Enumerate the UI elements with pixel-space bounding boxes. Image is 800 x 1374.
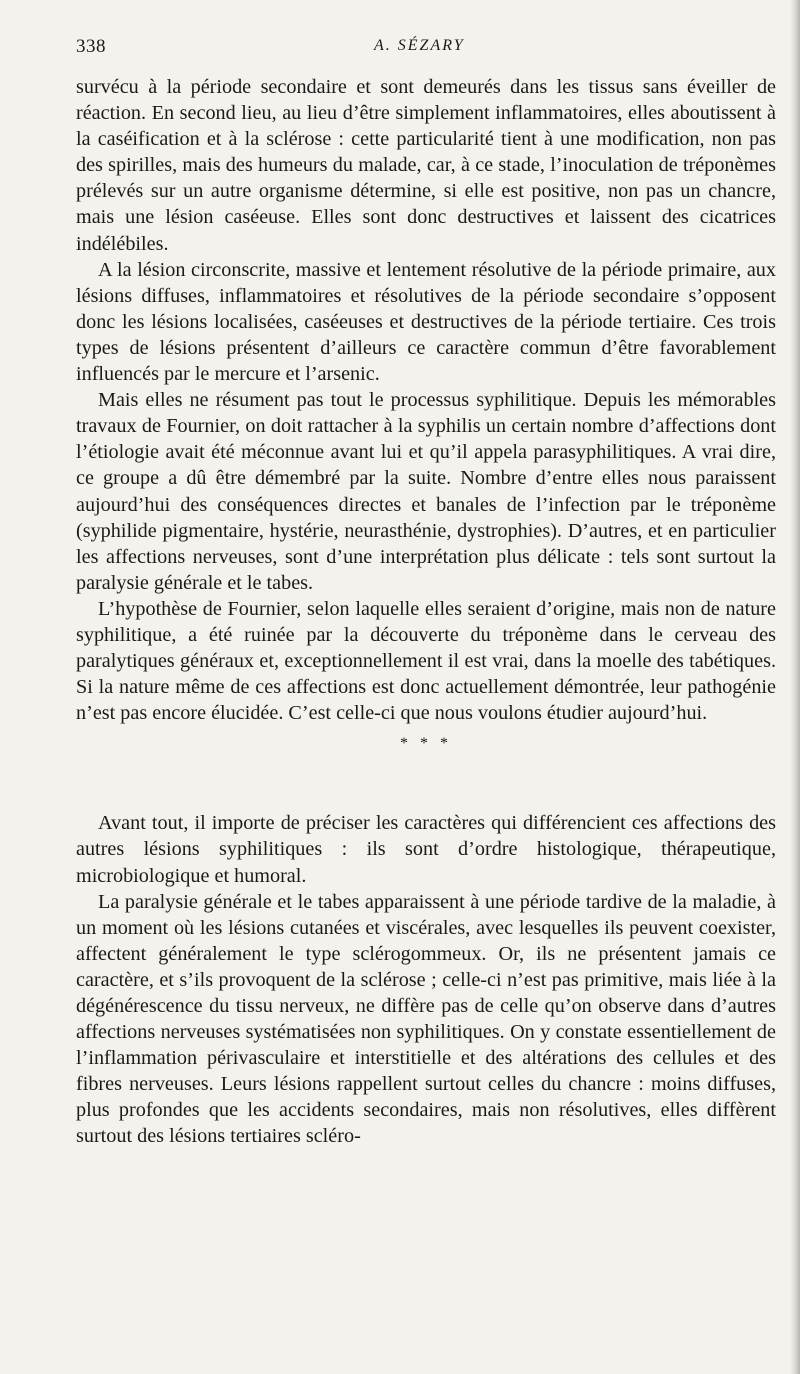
page-edge-shadow — [790, 0, 800, 1374]
paragraph: Mais elles ne résument pas tout le processus syphilitique. Depuis les mémorables travaux de Fournier, on doit rattacher à la syphilis un certain nombre d’affections dont l’étiologie avait été méconnue avant lui et qu’il appela parasyphilitiques. A vrai dire, ce groupe a dû être démembré par la suite. Nombre d’entre elles nous paraissent aujourd’hui des conséquences directes et banales de l’infection par le tréponème (syphilide pigmentaire, hystérie, neurasthénie, dystrophies). D’autres, et en particulier les affections nerveuses, sont d’une interprétation plus délicate : tels sont surtout la paralysie générale et le tabes. — [76, 389, 776, 594]
paragraph: Avant tout, il importe de préciser les caractères qui différencient ces affections des autres lésions syphilitiques : ils sont d’ordre histologique, thérapeutique, microbiologique et humoral. — [76, 812, 776, 887]
body-text — [76, 74, 776, 1150]
paragraph-continuation: survécu à la période secondaire et sont demeurés dans les tissus sans éveiller de réaction. En second lieu, au lieu d’être simplement inflammatoires, elles aboutissent à la caséification et à la sclérose : cette particularité tient à une modification, non pas des spirilles, mais des humeurs du malade, car, à ce stade, l’inoculation de tréponèmes prélevés sur un autre organisme détermine, si elle est positive, non pas un chancre, mais une lésion caséeuse. Elles sont donc destructives et laissent des cicatrices indélébiles. — [76, 76, 776, 255]
page-header — [76, 36, 776, 64]
paragraph: La paralysie générale et le tabes apparaissent à une période tardive de la maladie, à un moment où les lésions cutanées et viscérales, avec lesquelles ils peuvent coexister, affectent généralement le type sclérogommeux. Or, ils ne présentent jamais ce caractère, et s’ils provoquent de la sclérose ; celle-ci n’est pas primitive, mais liée à la dégénérescence du tissu nerveux, ne diffère pas de celle qu’on observe dans d’autres affections nerveuses systématisées non syphilitiques. On y constate essentiellement de l’inflammation périvasculaire et interstitielle et des altérations des cellules et des fibres nerveuses. Leurs lésions rappellent surtout celles du chancre : moins diffuses, plus profondes que les accidents secondaires, mais non résolutives, elles diffèrent surtout des lésions tertiaires scléro- — [76, 890, 776, 1148]
paragraph: L’hypothèse de Fournier, selon laquelle elles seraient d’origine, mais non de nature syphilitique, a été ruinée par la découverte du tréponème dans le cerveau des paralytiques généraux et, exceptionnellement il est vrai, dans la moelle des tabétiques. Si la nature même de ces affections est donc actuellement démontrée, leur pathogénie n’est pas encore élucidée. C’est celle-ci que nous voulons étudier aujourd’hui. — [76, 597, 776, 725]
section-break — [76, 726, 776, 810]
asterism: * * * — [400, 735, 452, 753]
page-number: 338 — [76, 36, 106, 57]
paragraph: A la lésion circonscrite, massive et lentement résolutive de la période primaire, aux lésions diffuses, inflammatoires et résolutives de la période secondaire s’opposent donc les lésions localisées, caséeuses et destructives de la période tertiaire. Ces trois types de lésions présentent d’ailleurs ce caractère commun d’être favorablement influencés par le mercure et l’arsenic. — [76, 258, 776, 386]
running-head: A. SÉZARY — [374, 37, 465, 54]
